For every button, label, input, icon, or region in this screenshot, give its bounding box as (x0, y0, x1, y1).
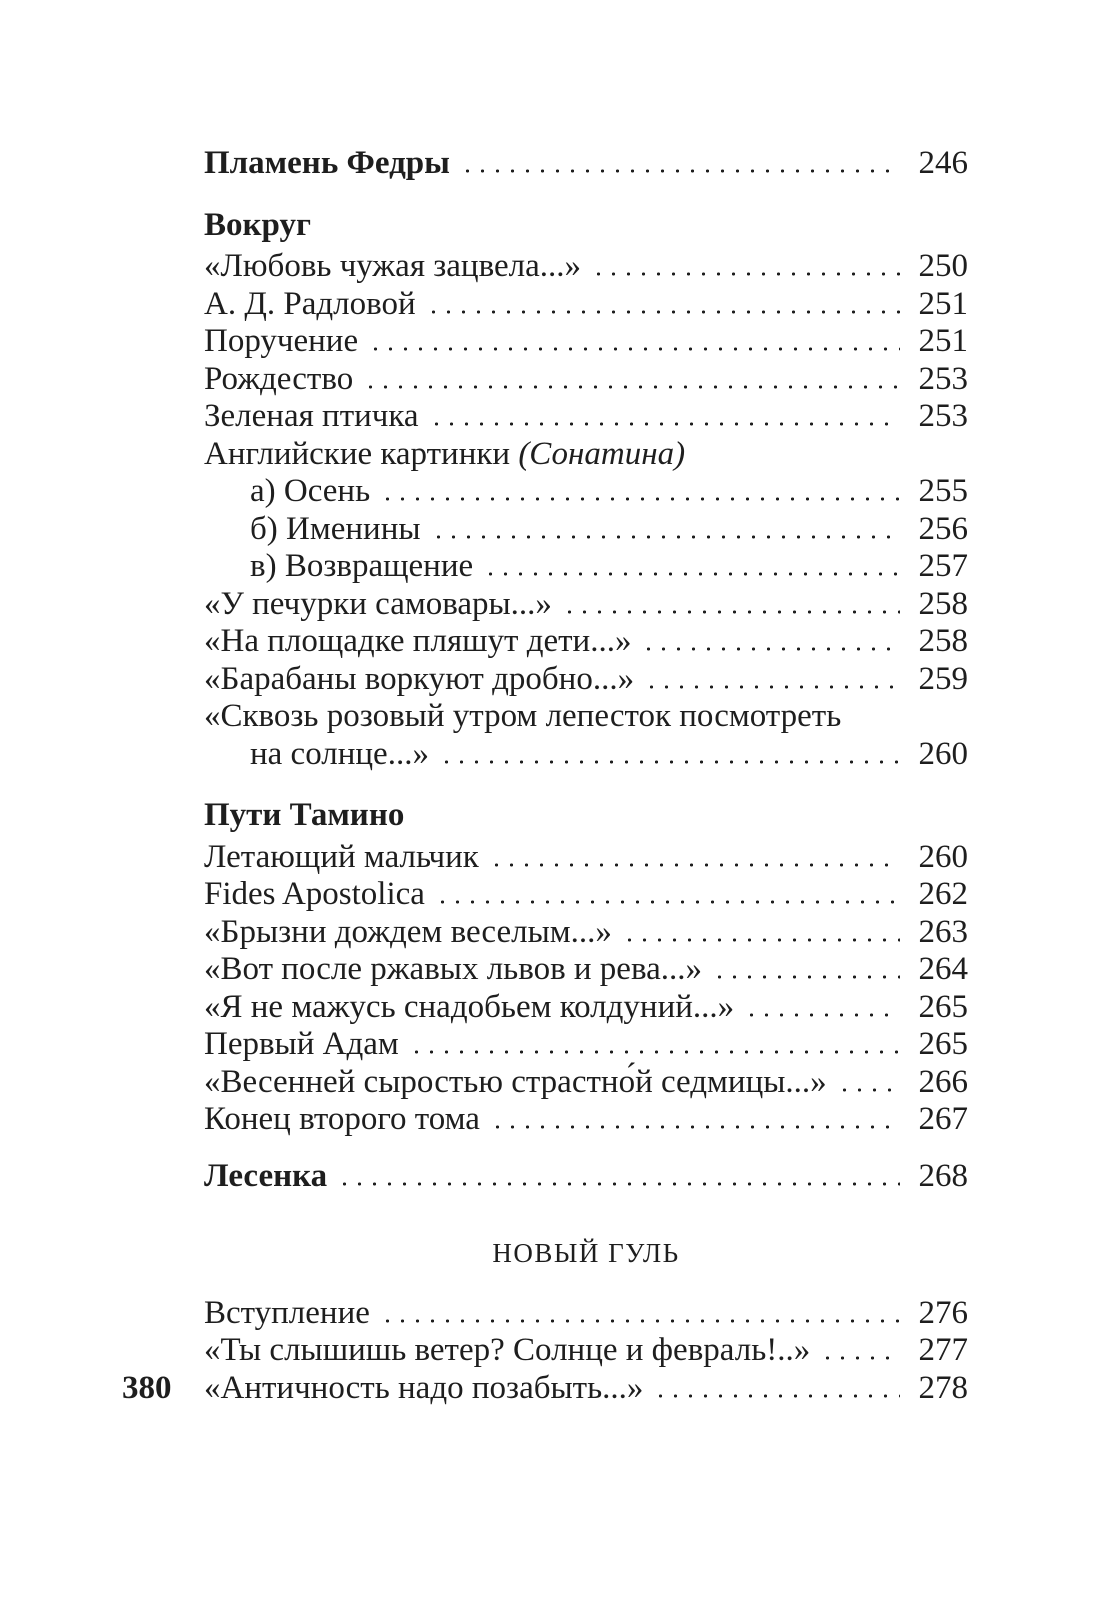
toc-entry (204, 586, 968, 624)
toc-subentry (204, 511, 968, 549)
entry-page-number: 262 (918, 876, 968, 912)
entry-title: Летающий мальчик (204, 838, 479, 875)
entry-title-italic: (Сонатина) (518, 435, 686, 472)
entry-page-number: 277 (918, 1332, 968, 1368)
entry-title: «На площадке пляшут дети...» (204, 623, 632, 659)
toc-entry-group-label (204, 436, 968, 474)
toc-entry (204, 1026, 968, 1064)
entry-title: А. Д. Радловой (204, 285, 416, 322)
entry-page-number: 246 (918, 145, 968, 181)
entry-page-number: 268 (918, 1157, 968, 1194)
toc-entry (204, 1295, 968, 1333)
toc-entry-line1 (204, 698, 968, 736)
entry-title: Поручение (204, 323, 359, 359)
entry-title: Первый Адам (204, 1026, 399, 1062)
toc-entry (204, 661, 968, 699)
toc-subentry (204, 548, 968, 586)
entry-title: «Античность надо позабыть...» (204, 1369, 644, 1406)
entry-page-number: 260 (918, 735, 968, 772)
entry-page-number: 253 (918, 398, 968, 434)
entry-page-number: 267 (918, 1101, 968, 1137)
entry-page-number: 251 (918, 285, 968, 322)
toc-entry (204, 248, 968, 286)
entry-page-number: 259 (918, 660, 968, 697)
entry-title: «Вот после ржавых львов и рева...» (204, 951, 702, 987)
toc-section-heading (204, 207, 968, 245)
toc-entry (204, 286, 968, 324)
entry-title: Конец второго тома (204, 1101, 480, 1137)
toc-entry (204, 951, 968, 989)
entry-title: Вокруг (204, 206, 311, 243)
entry-title: а) Осень (250, 473, 371, 509)
toc-entry (204, 914, 968, 952)
entry-page-number: 278 (918, 1369, 968, 1406)
entry-page-number: 265 (918, 1026, 968, 1062)
toc-chapter-entry (204, 145, 968, 183)
entry-title: Зеленая птичка (204, 398, 419, 434)
entry-title: Пути Тамино (204, 797, 405, 833)
entry-page-number: 258 (918, 623, 968, 659)
toc-entry (204, 876, 968, 914)
toc-entry (204, 1370, 968, 1408)
toc-section-heading (204, 797, 968, 835)
entry-title: Вступление (204, 1294, 370, 1331)
entry-title: «Барабаны воркуют дробно...» (204, 660, 635, 697)
entry-page-number: 258 (918, 585, 968, 622)
toc-subentry (204, 473, 968, 511)
entry-page-number: 266 (918, 1063, 968, 1100)
entry-title: Fides Apostolica (204, 876, 425, 912)
entry-page-number: 251 (918, 323, 968, 359)
entry-title: НОВЫЙ ГУЛЬ (492, 1238, 680, 1268)
page-folio-number: 380 (122, 1370, 172, 1406)
entry-title: б) Именины (250, 510, 421, 547)
entry-page-number: 263 (918, 913, 968, 950)
entry-title: «У печурки самовары...» (204, 585, 552, 622)
entry-title: «Сквозь розовый утром лепесток посмотреть (204, 698, 842, 734)
entry-title: «Весенней сыростью страстно́й седмицы...» (204, 1063, 827, 1100)
entry-page-number: 255 (918, 473, 968, 509)
entry-page-number: 264 (918, 951, 968, 987)
entry-title: Лесенка (204, 1157, 328, 1194)
entry-page-number: 276 (918, 1294, 968, 1331)
entry-title: Рождество (204, 360, 354, 397)
toc-chapter-entry (204, 1158, 968, 1196)
entry-page-number: 257 (918, 548, 968, 584)
toc-entry-continuation (204, 736, 968, 774)
entry-page-number: 256 (918, 510, 968, 547)
entry-title: «Брызни дождем веселым...» (204, 913, 612, 950)
entry-title: «Ты слышишь ветер? Солнце и февраль!..» (204, 1332, 811, 1368)
entry-page-number: 250 (918, 248, 968, 284)
toc-entry (204, 1101, 968, 1139)
toc-entry (204, 989, 968, 1027)
entry-page-number: 265 (918, 988, 968, 1025)
toc-entry (204, 1332, 968, 1370)
entry-title: в) Возвращение (250, 548, 474, 584)
entry-page-number: 253 (918, 360, 968, 397)
entry-title: Пламень Федры (204, 145, 450, 181)
entry-title: «Я не мажусь снадобьем колдуний...» (204, 988, 735, 1025)
entry-page-number: 260 (918, 838, 968, 875)
entry-title: на солнце...» (250, 735, 429, 772)
toc-entry (204, 323, 968, 361)
toc-entry (204, 398, 968, 436)
toc-entry (204, 1064, 968, 1102)
toc-entry (204, 839, 968, 877)
entry-title: Английские картинки (Сонатина) (204, 435, 686, 472)
toc-part-heading (204, 1235, 968, 1273)
entry-title: «Любовь чужая зацвела...» (204, 248, 581, 284)
table-of-contents (204, 145, 968, 1407)
toc-entry (204, 623, 968, 661)
toc-entry (204, 361, 968, 399)
